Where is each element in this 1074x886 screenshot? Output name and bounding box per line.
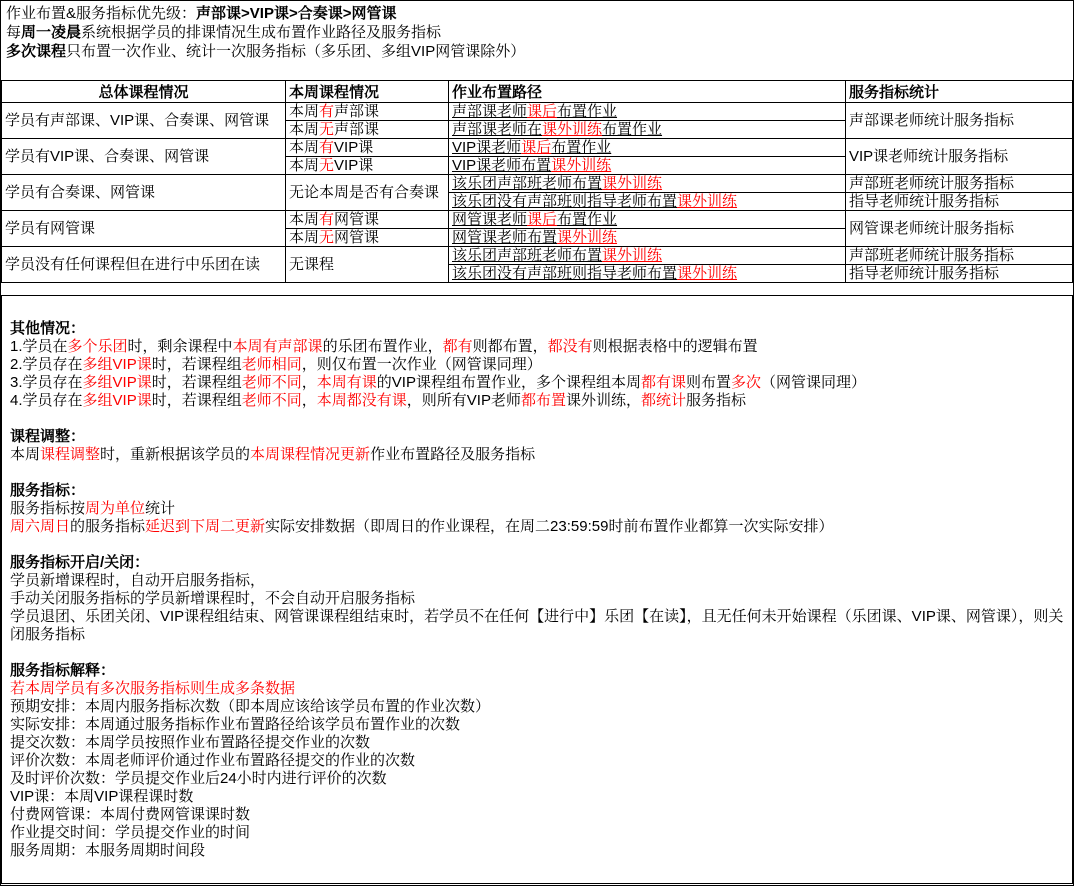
other-item-2: 2.学员存在多组VIP课时，若课程组老师相同，则仅布置一次作业（网管课同理）: [10, 356, 542, 373]
cell-week-g3: 无论本周是否有合奏课: [286, 175, 449, 211]
cell-stat-g5r1: 声部班老师统计服务指标: [846, 247, 1073, 265]
cell-path-g5r1: 该乐团声部班老师布置课外训练: [449, 247, 846, 265]
cell-path-g4r1: 网管课老师课后布置作业: [449, 211, 846, 229]
table-row: [2, 103, 1073, 121]
cell-stat-g5r2: 指导老师统计服务指标: [846, 265, 1073, 283]
cell-stat-g3r2: 指导老师统计服务指标: [846, 193, 1073, 211]
explain-line-2: 预期安排：本周内服务指标次数（即本周应该给该学员布置的作业次数）: [10, 698, 491, 715]
section-heading-adjust: 课程调整：: [10, 428, 86, 445]
spacer: [10, 536, 1064, 554]
table-row: [2, 247, 1073, 265]
other-item-1: 1.学员在多个乐团时，剩余课程中本周有声部课的乐团布置作业，都有则都布置，都没有则根据表格中的逻辑布置: [10, 338, 758, 355]
explain-line-9: 作业提交时间：学员提交作业的时间: [10, 824, 251, 841]
cell-week-g2r1: 本周有VIP课: [286, 139, 449, 157]
col-header-assignment-path: 作业布置路径: [449, 81, 846, 103]
table-row: [2, 139, 1073, 157]
table-header-row: [2, 81, 1073, 103]
cell-stat-g2: VIP课老师统计服务指标: [846, 139, 1073, 175]
assignment-rules-table: [1, 80, 1073, 283]
cell-path-g2r2: VIP课老师布置课外训练: [449, 157, 846, 175]
cell-stat-g1: 声部课老师统计服务指标: [846, 103, 1073, 139]
section-heading-toggle: 服务指标开启/关闭：: [10, 554, 150, 571]
explain-line-5: 评价次数：本周老师评价通过作业布置路径提交的作业的次数: [10, 752, 416, 769]
intro-line-multi-course: 多次课程只布置一次作业、统计一次服务指标（多乐团、多组VIP网管课除外）: [6, 43, 526, 60]
metrics-line-2: 周六周日的服务指标延迟到下周二更新实际安排数据（即周日的作业课程，在周二23:59:59时前布置作业都算一次实际安排）: [10, 518, 834, 535]
explain-line-7: VIP课：本周VIP课程课时数: [10, 788, 194, 805]
cell-path-g3r2: 该乐团没有声部班则指导老师布置课外训练: [449, 193, 846, 211]
metrics-line-1: 服务指标按周为单位统计: [10, 500, 176, 517]
other-item-4: 4.学员存在多组VIP课时，若课程组老师不同，本周都没有课，则所有VIP老师都布置课外训练，都统计服务指标: [10, 392, 747, 409]
cell-stat-g3r1: 声部班老师统计服务指标: [846, 175, 1073, 193]
section-heading-explain: 服务指标解释：: [10, 662, 116, 679]
cell-week-g1r2: 本周无声部课: [286, 121, 449, 139]
cell-path-g4r2: 网管课老师布置课外训练: [449, 229, 846, 247]
spacer: [10, 410, 1064, 428]
intro-line-priority: 作业布置&服务指标优先级：声部课>VIP课>合奏课>网管课: [6, 5, 397, 22]
cell-stat-g4: 网管课老师统计服务指标: [846, 211, 1073, 247]
cell-overall-g3: 学员有合奏课、网管课: [2, 175, 286, 211]
cell-overall-g5: 学员没有任何课程但在进行中乐团在读: [2, 247, 286, 283]
cell-path-g2r1: VIP课老师课后布置作业: [449, 139, 846, 157]
explain-line-4: 提交次数：本周学员按照作业布置路径提交作业的次数: [10, 734, 371, 751]
explain-line-3: 实际安排：本周通过服务指标作业布置路径给该学员布置作业的次数: [10, 716, 461, 733]
spacer: [10, 302, 1064, 320]
table-row: [2, 211, 1073, 229]
col-header-overall-course: 总体课程情况: [2, 81, 286, 103]
explain-line-10: 服务周期：本服务周期时间段: [10, 842, 206, 859]
cell-week-g2r2: 本周无VIP课: [286, 157, 449, 175]
cell-week-g4r2: 本周无网管课: [286, 229, 449, 247]
cell-overall-g2: 学员有VIP课、合奏课、网管课: [2, 139, 286, 175]
notes-box: [1, 295, 1073, 884]
cell-path-g1r2: 声部课老师在课外训练布置作业: [449, 121, 846, 139]
cell-week-g5: 无课程: [286, 247, 449, 283]
cell-path-g1r1: 声部课老师课后布置作业: [449, 103, 846, 121]
toggle-line-1: 学员新增课程时，自动开启服务指标，: [10, 572, 266, 589]
section-heading-metrics: 服务指标：: [10, 482, 86, 499]
toggle-line-2: 手动关闭服务指标的学员新增课程时，不会自动开启服务指标: [10, 590, 416, 607]
cell-week-g1r1: 本周有声部课: [286, 103, 449, 121]
spacer: [10, 644, 1064, 662]
col-header-service-metric: 服务指标统计: [846, 81, 1073, 103]
intro-block: [1, 1, 1073, 61]
adjust-line-1: 本周课程调整时，重新根据该学员的本周课程情况更新作业布置路径及服务指标: [10, 446, 536, 463]
intro-line-schedule: 每周一凌晨系统根据学员的排课情况生成布置作业路径及服务指标: [6, 24, 442, 41]
cell-overall-g1: 学员有声部课、VIP课、合奏课、网管课: [2, 103, 286, 139]
col-header-week-course: 本周课程情况: [286, 81, 449, 103]
spacer: [10, 464, 1064, 482]
explain-line-1: 若本周学员有多次服务指标则生成多条数据: [10, 680, 296, 697]
cell-overall-g4: 学员有网管课: [2, 211, 286, 247]
explain-line-8: 付费网管课：本周付费网管课课时数: [10, 806, 251, 823]
cell-path-g3r1: 该乐团声部班老师布置课外训练: [449, 175, 846, 193]
table-row: [2, 175, 1073, 193]
other-item-3: 3.学员存在多组VIP课时，若课程组老师不同，本周有课的VIP课程组布置作业，多个课程组本周都有课则布置多次（网管课同理）: [10, 374, 867, 391]
toggle-line-3: 学员退团、乐团关闭、VIP课程组结束、网管课课程组结束时，若学员不在任何【进行中】乐团【在读】，且无任何未开始课程（乐团课、VIP课、网管课），则关闭服务指标: [10, 608, 1064, 643]
section-heading-other: 其他情况：: [10, 320, 86, 337]
cell-week-g4r1: 本周有网管课: [286, 211, 449, 229]
cell-path-g5r2: 该乐团没有声部班则指导老师布置课外训练: [449, 265, 846, 283]
explain-line-6: 及时评价次数：学员提交作业后24小时内进行评价的次数: [10, 770, 387, 787]
